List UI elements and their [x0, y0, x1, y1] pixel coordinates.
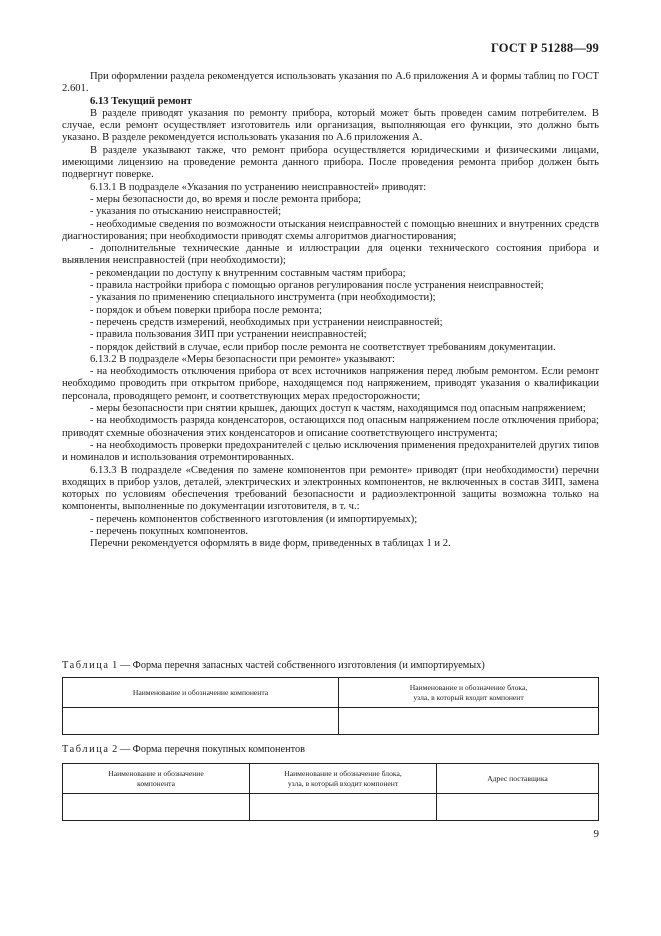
list-item: - на необходимость разряда конденсаторов, остающихся под опасным напряжением после отключения прибора; приводят схемные обозначения этих конденсаторов и описание соответствующего инструмента; [62, 415, 599, 439]
paragraph: 6.13.1 В подразделе «Указания по устранению неисправностей» приводят: [90, 181, 427, 193]
document-header: ГОСТ Р 51288—99 [490, 41, 599, 55]
paragraph: В разделе приводят указания по ремонту прибора, который может быть проведен самим потребителем. В случае, если ремонт осуществляет изготовитель или организация, выполняющая его функции, это должно быть указано. В разделе рекомендуется использовать указания по А.6 приложения А. [62, 107, 599, 144]
table1-empty-row [63, 708, 599, 735]
body-text [62, 71, 599, 551]
table1-col2-header [339, 678, 599, 708]
table2-col1-line2: компонента [137, 778, 175, 788]
list-item: - указания по применению специального инструмента (при необходимости); [90, 292, 436, 304]
table2-col1-header [63, 764, 250, 794]
table1-label: Таблица [62, 660, 110, 671]
paragraph: При оформлении раздела рекомендуется использовать указания по А.6 приложения А и формы таблиц по ГОСТ 2.601. [62, 71, 599, 95]
list-item: - перечень средств измерений, необходимых при устранении неисправностей; [90, 316, 443, 328]
list-item: - правила настройки прибора с помощью органов регулирования после устранения неисправностей; [90, 280, 544, 292]
list-item: - меры безопасности при снятии крышек, дающих доступ к частям, находящимся под опасным напряжением; [90, 403, 586, 415]
list-item: - рекомендации по доступу к внутренним составным частям прибора; [90, 267, 406, 279]
table2-label: Таблица [62, 744, 110, 755]
table1-header-row [63, 678, 599, 708]
table1-col2-line1: Наименование и обозначение блока, [409, 682, 528, 692]
table2-caption [62, 744, 305, 756]
paragraph: В разделе указывают также, что ремонт прибора осуществляется юридическими и физическими лицами, имеющими лицензию на проведение ремонта данного прибора. После проведения ремонта прибор должен быть подвергнут поверке. [62, 144, 599, 181]
table2-cell [437, 794, 599, 821]
table2-cell [250, 794, 437, 821]
table1-cell [63, 708, 339, 735]
list-item: - порядок и объем поверки прибора после ремонта; [90, 304, 323, 316]
table2-col1-line1: Наименование и обозначение [108, 768, 204, 778]
list-item: - дополнительные технические данные и иллюстрации для оценки технического состояния прибора и выявления неисправностей (при необходимости); [62, 243, 599, 267]
table2-header-row [63, 764, 599, 794]
table2-col2-line1: Наименование и обозначение блока, [284, 768, 402, 778]
section-heading: 6.13 Текущий ремонт [90, 95, 192, 107]
table2-col2-line2: узла, в который входит компонент [287, 778, 399, 788]
table1-col1-header: Наименование и обозначение компонента [63, 678, 339, 708]
paragraph: 6.13.3 В подразделе «Сведения по замене компонентов при ремонте» приводят (при необходимости) перечни входящих в прибор узлов, деталей, электрических и электронных компонентов, не включенных в состав ЗИП, замена которых по условиям обеспечения требований безопасности и радиоэлектронной защиты возможна только на компоненты, выполненные по документации изготовителя, в т. ч.: [62, 464, 599, 513]
table1-title: 1 — Форма перечня запасных частей собственного изготовления (и импортируемых) [109, 660, 485, 671]
list-item: - необходимые сведения по возможности отыскания неисправностей с помощью внешних и внутренних средств диагностирования; при необходимости приводят схемы алгоритмов диагностирования; [62, 218, 599, 242]
list-item: - на необходимость отключения прибора от всех источников напряжения перед любым ремонтом. Если ремонт необходимо проводить при открытом приборе, находящемся под напряжением, приводят указания о квалификации персонала, проводящего ремонт, и соответствующих мерах предосторожности; [62, 366, 599, 402]
list-item: - перечень покупных компонентов. [90, 525, 248, 537]
list-item: - на необходимость проверки предохранителей с целью исключения применения предохранителей других типов и номиналов и использования отремонтированных. [62, 439, 599, 464]
table2-cell [63, 794, 250, 821]
page-number: 9 [593, 828, 599, 840]
list-item: - порядок действий в случае, если прибор после ремонта не соответствует требованиям документации. [90, 341, 556, 353]
paragraph: Перечни рекомендуется оформлять в виде форм, приведенных в таблицах 1 и 2. [90, 538, 451, 550]
table1-cell [339, 708, 599, 735]
list-item: - меры безопасности до, во время и после ремонта прибора; [90, 193, 362, 205]
list-item: - указания по отысканию неисправностей; [90, 206, 282, 218]
table2-empty-row [63, 794, 599, 821]
table2-col3-header: Адрес поставщика [437, 764, 599, 794]
table1-caption [62, 660, 485, 672]
table2 [62, 763, 599, 821]
table1 [62, 677, 599, 735]
list-item: - правила пользования ЗИП при устранении неисправностей; [90, 329, 367, 341]
table2-title: 2 — Форма перечня покупных компонентов [109, 744, 305, 755]
table1-col2-line2: узла, в который входит компонент [413, 692, 524, 702]
paragraph: 6.13.2 В подразделе «Меры безопасности при ремонте» указывают: [90, 353, 395, 365]
table2-col2-header [250, 764, 437, 794]
list-item: - перечень компонентов собственного изготовления (и импортируемых); [90, 513, 418, 525]
